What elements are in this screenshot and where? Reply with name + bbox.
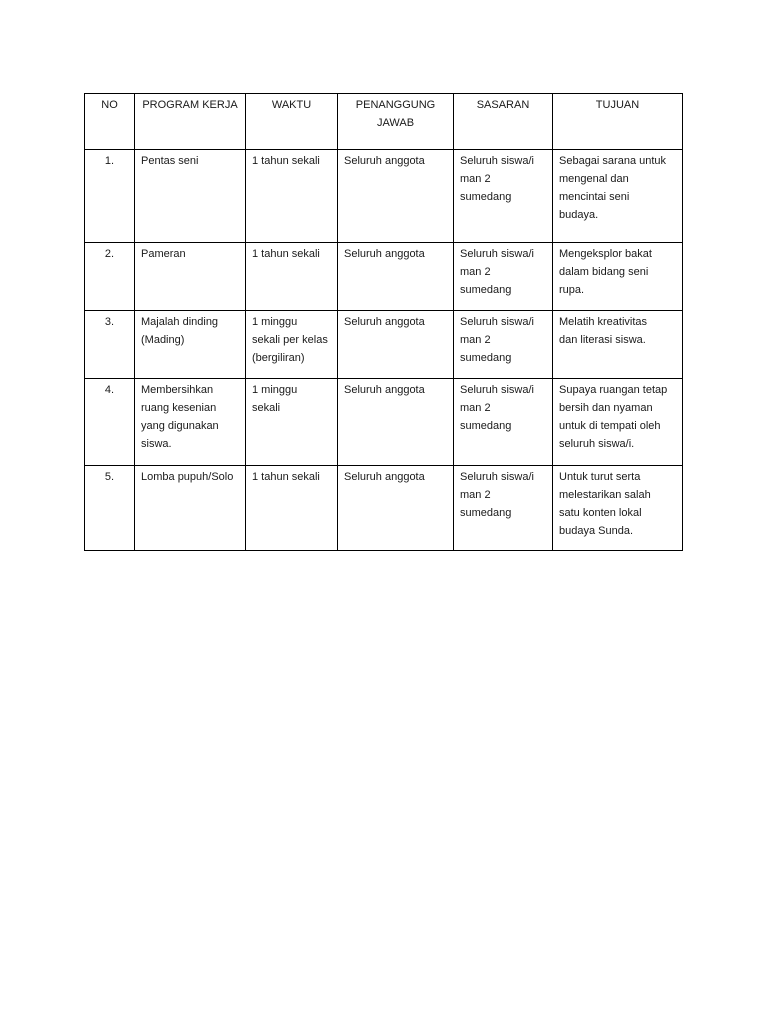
cell-no: 5. — [85, 466, 135, 551]
header-no: NO — [85, 94, 135, 150]
cell-waktu: 1 tahun sekali — [246, 243, 338, 311]
cell-tujuan: Melatih kreativitas dan literasi siswa. — [553, 311, 683, 379]
cell-tujuan: Untuk turut serta melestarikan salah satu konten lokal budaya Sunda. — [553, 466, 683, 551]
cell-penanggung-jawab: Seluruh anggota — [338, 311, 454, 379]
table-row — [85, 311, 683, 379]
cell-sasaran: Seluruh siswa/i man 2 sumedang — [454, 379, 553, 466]
cell-no: 3. — [85, 311, 135, 379]
cell-sasaran: Seluruh siswa/i man 2 sumedang — [454, 466, 553, 551]
cell-program: Lomba pupuh/Solo — [135, 466, 246, 551]
table-row — [85, 150, 683, 243]
cell-program: Majalah dinding (Mading) — [135, 311, 246, 379]
cell-penanggung-jawab: Seluruh anggota — [338, 379, 454, 466]
table-row — [85, 466, 683, 551]
cell-penanggung-jawab: Seluruh anggota — [338, 466, 454, 551]
table-header-row — [85, 94, 683, 150]
cell-no: 4. — [85, 379, 135, 466]
cell-tujuan: Sebagai sarana untuk mengenal dan mencintai seni budaya. — [553, 150, 683, 243]
cell-program: Membersihkan ruang kesenian yang digunakan siswa. — [135, 379, 246, 466]
cell-program: Pameran — [135, 243, 246, 311]
header-tujuan: TUJUAN — [553, 94, 683, 150]
header-sasaran: SASARAN — [454, 94, 553, 150]
cell-tujuan: Supaya ruangan tetap bersih dan nyaman untuk di tempati oleh seluruh siswa/i. — [553, 379, 683, 466]
cell-penanggung-jawab: Seluruh anggota — [338, 243, 454, 311]
program-kerja-table — [84, 93, 683, 551]
header-waktu: WAKTU — [246, 94, 338, 150]
table-row — [85, 379, 683, 466]
cell-waktu: 1 tahun sekali — [246, 150, 338, 243]
cell-sasaran: Seluruh siswa/i man 2 sumedang — [454, 150, 553, 243]
cell-no: 2. — [85, 243, 135, 311]
cell-waktu: 1 minggu sekali per kelas (bergiliran) — [246, 311, 338, 379]
header-penanggung-jawab: PENANGGUNG JAWAB — [338, 94, 454, 150]
cell-sasaran: Seluruh siswa/i man 2 sumedang — [454, 311, 553, 379]
cell-waktu: 1 minggu sekali — [246, 379, 338, 466]
header-program-kerja: PROGRAM KERJA — [135, 94, 246, 150]
table-row — [85, 243, 683, 311]
cell-waktu: 1 tahun sekali — [246, 466, 338, 551]
cell-program: Pentas seni — [135, 150, 246, 243]
cell-no: 1. — [85, 150, 135, 243]
cell-penanggung-jawab: Seluruh anggota — [338, 150, 454, 243]
cell-tujuan: Mengeksplor bakat dalam bidang seni rupa. — [553, 243, 683, 311]
cell-sasaran: Seluruh siswa/i man 2 sumedang — [454, 243, 553, 311]
